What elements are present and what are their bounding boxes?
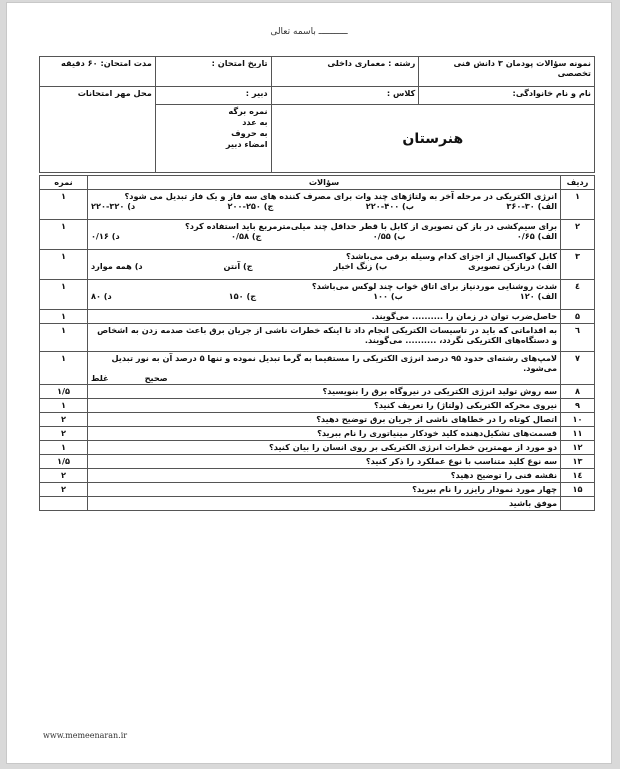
option-choice[interactable]: صحیح bbox=[144, 373, 168, 383]
question-cell bbox=[87, 399, 560, 413]
closing-empty-score bbox=[40, 497, 88, 511]
option-choice[interactable]: ب) ۱۰۰ bbox=[373, 291, 403, 301]
score-number-label: به عدد bbox=[242, 117, 268, 127]
option-choice[interactable]: د) ۰/۱۶ bbox=[90, 231, 120, 241]
question-number: ۵ bbox=[561, 310, 595, 324]
question-text: چهار مورد نمودار رایزر را نام ببرید؟ bbox=[412, 484, 558, 494]
question-text: شدت روشنایی موردنیاز برای اتاق خواب چند لوکس می‌باشد؟ bbox=[311, 281, 558, 291]
score-sheet-label: نمره برگه bbox=[228, 106, 268, 116]
question-row bbox=[40, 352, 595, 385]
question-text: حاصل‌ضرب توان در زمان را .......... می‌گویند. bbox=[371, 311, 558, 321]
score-letters-label: به حروف bbox=[231, 128, 268, 138]
question-text: سه روش تولید انرژی الکتریکی در نیروگاه برق را بنویسید؟ bbox=[322, 386, 558, 396]
question-number: ۱۲ bbox=[561, 441, 595, 455]
question-score: ۱ bbox=[40, 250, 88, 280]
question-options bbox=[91, 373, 557, 383]
question-row bbox=[40, 483, 595, 497]
question-cell bbox=[87, 190, 560, 220]
question-options bbox=[91, 201, 557, 211]
question-score: ۱ bbox=[40, 399, 88, 413]
question-score: ۱ bbox=[40, 310, 88, 324]
question-row bbox=[40, 441, 595, 455]
option-choice[interactable]: ج) ۱۵۰ bbox=[228, 291, 257, 301]
stamp-box bbox=[40, 87, 156, 173]
question-number: ۳ bbox=[561, 250, 595, 280]
question-text: نیروی محرکه الکتریکی (ولتاژ) را تعریف کنید؟ bbox=[374, 400, 558, 410]
option-choice[interactable]: ج) ۲۵۰-۲۰۰ bbox=[227, 201, 274, 211]
question-row bbox=[40, 427, 595, 441]
score-box bbox=[155, 105, 271, 173]
question-score: ۱ bbox=[40, 324, 88, 352]
question-cell bbox=[87, 385, 560, 399]
question-text: نقشه فنی را توضیح دهید؟ bbox=[450, 470, 558, 480]
question-score: ۱ bbox=[40, 352, 88, 385]
option-choice[interactable]: غلط bbox=[90, 373, 109, 383]
question-row bbox=[40, 220, 595, 250]
question-row bbox=[40, 455, 595, 469]
closing-empty-row bbox=[561, 497, 595, 511]
question-row bbox=[40, 310, 595, 324]
question-number: ۱۰ bbox=[561, 413, 595, 427]
question-cell bbox=[87, 441, 560, 455]
exam-header-table bbox=[39, 56, 595, 173]
stamp-label: محل مهر امتحانات bbox=[77, 88, 152, 98]
option-choice[interactable]: د) همه موارد bbox=[90, 261, 143, 271]
exam-date: تاریخ امتحان : bbox=[155, 57, 271, 87]
questions-body bbox=[40, 190, 595, 497]
question-cell bbox=[87, 280, 560, 310]
question-text: لامپ‌های رشته‌ای حدود ۹۵ درصد انرژی الکتریکی را مستقیما به گرما تبدیل نموده و تنها ۵ درصد آن به نور تبدیل می‌شود. bbox=[111, 353, 558, 373]
exam-title: نمونه سؤالات پودمان ۳ دانش فنی تخصصی bbox=[419, 57, 595, 87]
question-cell bbox=[87, 250, 560, 280]
option-choice[interactable]: ب) ۴۰۰-۲۲۰ bbox=[365, 201, 415, 211]
teacher-signature-label: امضاء دبیر bbox=[225, 139, 268, 149]
exam-duration: مدت امتحان: ۶۰ دقیقه bbox=[40, 57, 156, 87]
question-row bbox=[40, 324, 595, 352]
question-number: ٤ bbox=[561, 280, 595, 310]
question-number: ۸ bbox=[561, 385, 595, 399]
question-options bbox=[91, 291, 557, 301]
questions-table bbox=[39, 175, 595, 511]
question-cell bbox=[87, 483, 560, 497]
question-score: ۱ bbox=[40, 190, 88, 220]
footer-website: www.memeenaran.ir bbox=[43, 731, 128, 740]
column-header-score: نمره bbox=[40, 176, 88, 190]
question-score: ۱/۵ bbox=[40, 455, 88, 469]
question-score: ۱ bbox=[40, 220, 88, 250]
question-number: ۱۱ bbox=[561, 427, 595, 441]
question-number: ۱٤ bbox=[561, 469, 595, 483]
question-number: ۱۳ bbox=[561, 455, 595, 469]
question-cell bbox=[87, 469, 560, 483]
option-choice[interactable]: د) ۳۲۰-۲۲۰ bbox=[90, 201, 136, 211]
question-cell bbox=[87, 310, 560, 324]
option-choice[interactable]: ج) آنتن bbox=[223, 261, 253, 271]
option-choice[interactable]: الف) ۱۲۰ bbox=[519, 291, 558, 301]
field-name: رشته : معماری داخلی bbox=[271, 57, 419, 87]
question-options bbox=[91, 261, 557, 271]
question-number: ۲ bbox=[561, 220, 595, 250]
question-options bbox=[91, 231, 557, 241]
option-choice[interactable]: الف) دربازکن تصویری bbox=[468, 261, 558, 271]
question-cell bbox=[87, 455, 560, 469]
question-row bbox=[40, 280, 595, 310]
question-text: سه نوع کلید متناسب با نوع عملکرد را ذکر کنید؟ bbox=[365, 456, 558, 466]
question-score: ۲ bbox=[40, 427, 88, 441]
question-number: ۱ bbox=[561, 190, 595, 220]
column-header-row: ردیف bbox=[561, 176, 595, 190]
teacher-field[interactable]: دبیر : bbox=[155, 87, 271, 105]
question-number: ۱۵ bbox=[561, 483, 595, 497]
question-text: به اقداماتی که باید در تاسیسات الکتریکی انجام داد تا اینکه خطرات ناشی از جریان برق باعث صدمه زدن به اشخاص و دستگاه‌های الکتریکی نگردد، .......... می‌گویند. bbox=[97, 325, 558, 345]
question-score: ۱ bbox=[40, 280, 88, 310]
question-score: ۱/۵ bbox=[40, 385, 88, 399]
question-text: کابل کواکسیال از اجزای کدام وسیله برقی می‌باشد؟ bbox=[345, 251, 558, 261]
column-header-questions: سؤالات bbox=[87, 176, 560, 190]
question-text: دو مورد از مهمترین خطرات انرژی الکتریکی بر روی انسان را بیان کنید؟ bbox=[268, 442, 558, 452]
question-score: ۲ bbox=[40, 483, 88, 497]
question-number: ۷ bbox=[561, 352, 595, 385]
question-score: ۲ bbox=[40, 413, 88, 427]
option-choice[interactable]: ب) ۰/۵۵ bbox=[372, 231, 406, 241]
question-cell bbox=[87, 220, 560, 250]
question-row bbox=[40, 399, 595, 413]
question-cell bbox=[87, 427, 560, 441]
option-choice[interactable]: ج) ۰/۵۸ bbox=[230, 231, 262, 241]
question-row bbox=[40, 250, 595, 280]
question-row bbox=[40, 385, 595, 399]
exam-page bbox=[6, 2, 612, 764]
student-name-field[interactable]: نام و نام خانوادگی: bbox=[419, 87, 595, 105]
question-score: ۲ bbox=[40, 469, 88, 483]
option-choice[interactable]: د) ۸۰ bbox=[90, 291, 112, 301]
question-text: قسمت‌های تشکیل‌دهنده کلید خودکار مینیاتوری را نام ببرید؟ bbox=[317, 428, 558, 438]
question-cell bbox=[87, 352, 560, 385]
question-row bbox=[40, 413, 595, 427]
question-score: ۱ bbox=[40, 441, 88, 455]
school-name: هنرستان bbox=[271, 105, 594, 173]
question-text: انرژی الکتریکی در مرحله آخر به ولتاژهای چند وات برای مصرف کننده های سه فاز و یک فاز تبدیل می شود؟ bbox=[124, 191, 558, 201]
option-choice[interactable]: الف) ۰/۶۵ bbox=[516, 231, 558, 241]
class-field[interactable]: کلاس : bbox=[271, 87, 419, 105]
closing-text: موفق باشید bbox=[87, 497, 560, 511]
question-text: برای سیم‌کشی در باز کن تصویری از کابل با قطر حداقل چند میلی‌مترمربع باید استفاده کرد؟ bbox=[185, 221, 558, 231]
option-choice[interactable]: ب) زنگ اخبار bbox=[333, 261, 388, 271]
bismillah-header: ـــــــــــ باسمه تعالی bbox=[270, 27, 348, 37]
question-cell bbox=[87, 324, 560, 352]
question-row bbox=[40, 469, 595, 483]
question-text: اتصال کوتاه را در خطاهای ناشی از جریان برق توضیح دهید؟ bbox=[316, 414, 558, 424]
question-number: ٦ bbox=[561, 324, 595, 352]
question-number: ۹ bbox=[561, 399, 595, 413]
option-choice[interactable]: الف) ۳۰-۳۶۰ bbox=[506, 201, 558, 211]
question-row bbox=[40, 190, 595, 220]
question-cell bbox=[87, 413, 560, 427]
